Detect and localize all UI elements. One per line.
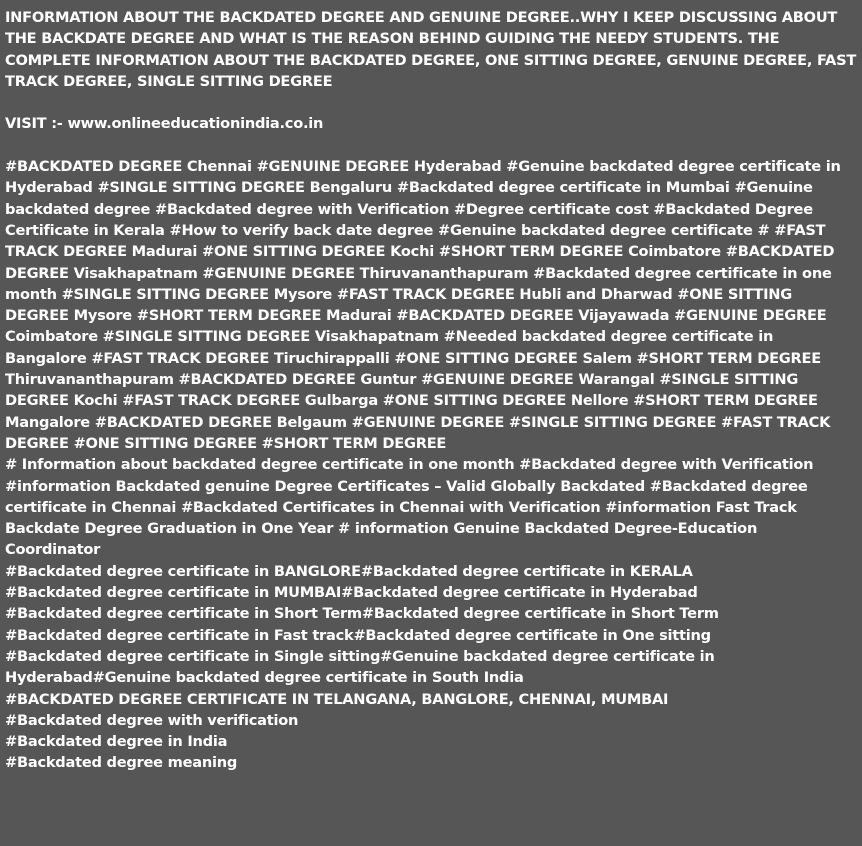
info-paragraph: # Information about backdated degree certificate in one month #Backdated degree with Verification #information Backdated genuine Degree Certificates – Valid Globally Backdated #Backdated degree certificate in Chennai #Backdated Certificates in Chennai with Verification #information Fast Track Backdate Degree Graduation in One Year # information Genuine Backdated Degree-Education Coordinator: [5, 456, 814, 559]
keyword-line: #Backdated degree certificate in Short Term#Backdated degree certificate in Short Term: [5, 605, 719, 623]
keyword-line: #Backdated degree certificate in MUMBAI#Backdated degree certificate in Hyderabad: [5, 584, 698, 602]
visit-line: [5, 113, 857, 134]
keyword-line: #Backdated degree in India: [5, 733, 228, 751]
keyword-lines: [5, 561, 857, 774]
keyword-line: #Backdated degree certificate in BANGLORE#Backdated degree certificate in KERALA: [5, 562, 693, 580]
keyword-line: #Backdated degree certificate in Single sitting#Genuine backdated degree certificate in Hyderabad#Genuine backdated degree certificate in South India: [5, 647, 715, 687]
keyword-line: #Backdated degree certificate in Fast track#Backdated degree certificate in One sitting: [5, 626, 711, 644]
keyword-line: #Backdated degree meaning: [5, 754, 238, 772]
spacer: [5, 92, 857, 113]
keyword-line: #Backdated degree with verification: [5, 711, 299, 729]
keyword-line: #BACKDATED DEGREE CERTIFICATE IN TELANGANA, BANGLORE, CHENNAI, MUMBAI: [5, 690, 669, 708]
intro-paragraph: INFORMATION ABOUT THE BACKDATED DEGREE AND GENUINE DEGREE..WHY I KEEP DISCUSSING ABOUT THE BACKDATE DEGREE AND WHAT IS THE REASON BEHIND GUIDING THE NEEDY STUDENTS. THE COMPLETE INFORMATION ABOUT THE BACKDATED DEGREE, ONE SITTING DEGREE, GENUINE DEGREE, FAST TRACK DEGREE, SINGLE SITTING DEGREE: [5, 9, 857, 90]
visit-label: VISIT :-: [5, 115, 68, 133]
spacer: [5, 135, 857, 156]
tags-paragraph: #BACKDATED DEGREE Chennai #GENUINE DEGREE Hyderabad #Genuine backdated degree certificate in Hyderabad #SINGLE SITTING DEGREE Bengaluru #Backdated degree certificate in Mumbai #Genuine backdated degree #Backdated degree with Verification #Degree certificate cost #Backdated Degree Certificate in Kerala #How to verify back date degree #Genuine backdated degree certificate # #FAST TRACK DEGREE Madurai #ONE SITTING DEGREE Kochi #SHORT TERM DEGREE Coimbatore #BACKDATED DEGREE Visakhapatnam #GENUINE DEGREE Thiruvananthapuram #Backdated degree certificate in one month #SINGLE SITTING DEGREE Mysore #FAST TRACK DEGREE Hubli and Dharwad #ONE SITTING DEGREE Mysore #SHORT TERM DEGREE Madurai #BACKDATED DEGREE Vijayawada #GENUINE DEGREE Coimbatore #SINGLE SITTING DEGREE Visakhapatnam #Needed backdated degree certificate in Bangalore #FAST TRACK DEGREE Tiruchirappalli #ONE SITTING DEGREE Salem #SHORT TERM DEGREE Thiruvananthapuram #BACKDATED DEGREE Guntur #GENUINE DEGREE Warangal #SINGLE SITTING DEGREE Kochi #FAST TRACK DEGREE Gulbarga #ONE SITTING DEGREE Nellore #SHORT TERM DEGREE Mangalore #BACKDATED DEGREE Belgaum #GENUINE DEGREE #SINGLE SITTING DEGREE #FAST TRACK DEGREE #ONE SITTING DEGREE #SHORT TERM DEGREE: [5, 158, 841, 452]
visit-url-link[interactable]: www.onlineeducationindia.co.in: [67, 115, 324, 133]
